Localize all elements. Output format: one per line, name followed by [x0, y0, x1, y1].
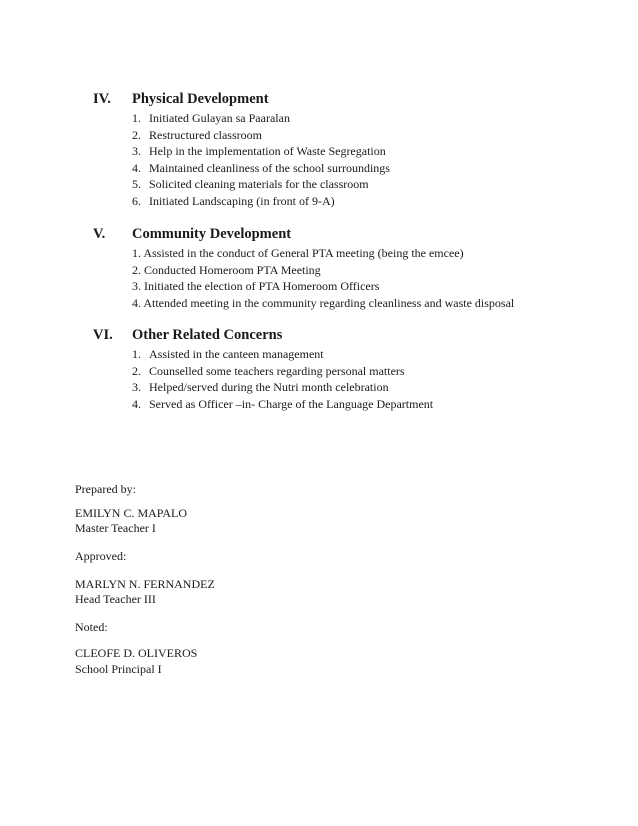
prepared-by-position: Master Teacher I [75, 521, 156, 535]
noted-name: CLEOFE D. OLIVEROS [75, 646, 198, 660]
noted-label: Noted: [75, 620, 108, 634]
list-item [132, 127, 390, 144]
list-item [132, 160, 390, 177]
item-list [132, 346, 433, 412]
approved-label: Approved: [75, 549, 127, 563]
item-text: Restructured classroom [149, 127, 262, 142]
section-number: VI. [93, 327, 113, 343]
item-text: Initiated Gulayan sa Paaralan [149, 111, 290, 125]
section-title: Physical Development [132, 91, 269, 107]
item-list [132, 245, 514, 311]
item-text: Help in the implementation of Waste Segregation [149, 144, 386, 159]
item-number: 5. [132, 177, 141, 192]
list-item: 4. Attended meeting in the community regarding cleanliness and waste disposal [132, 295, 515, 310]
list-item [132, 193, 390, 210]
item-number: 1. [132, 347, 141, 361]
list-item [132, 379, 433, 396]
item-text: Maintained cleanliness of the school surroundings [149, 160, 390, 175]
prepared-by-label: Prepared by: [75, 482, 136, 496]
section-number: IV. [93, 91, 111, 107]
approved-name: MARLYN N. FERNANDEZ [75, 577, 215, 591]
item-number: 4. [132, 160, 141, 175]
item-text: Served as Officer –in- Charge of the Language Department [149, 396, 434, 411]
item-text: Helped/served during the Nutri month celebration [149, 380, 389, 395]
approved-position: Head Teacher III [75, 592, 156, 606]
list-item: 3. Initiated the election of PTA Homeroom Officers [132, 279, 380, 294]
list-item [132, 176, 390, 193]
item-list [132, 110, 390, 210]
list-item: 1. Assisted in the conduct of General PTA meeting (being the emcee) [132, 246, 464, 260]
item-number: 2. [132, 363, 141, 378]
item-text: Assisted in the canteen management [149, 347, 324, 361]
list-item [132, 396, 433, 413]
list-item: 2. Conducted Homeroom PTA Meeting [132, 262, 321, 277]
item-number: 2. [132, 127, 141, 142]
section-heading [93, 91, 269, 111]
list-item [132, 346, 433, 363]
item-text: Solicited cleaning materials for the classroom [149, 177, 369, 192]
list-item [132, 143, 390, 160]
section-title: Community Development [132, 226, 292, 242]
list-item [132, 110, 390, 127]
item-number: 4. [132, 396, 141, 411]
item-number: 3. [132, 380, 141, 395]
list-item [132, 363, 433, 380]
section-number: V. [93, 226, 106, 242]
prepared-by-name: EMILYN C. MAPALO [75, 506, 188, 520]
section-title: Other Related Concerns [132, 327, 283, 343]
item-number: 3. [132, 144, 141, 159]
item-text: Initiated Landscaping (in front of 9-A) [149, 193, 335, 208]
item-number: 6. [132, 193, 141, 208]
item-number: 1. [132, 111, 141, 125]
item-text: Counselled some teachers regarding personal matters [149, 363, 405, 378]
section-heading [93, 327, 282, 347]
section-heading [93, 226, 291, 246]
noted-position: School Principal I [75, 662, 162, 676]
